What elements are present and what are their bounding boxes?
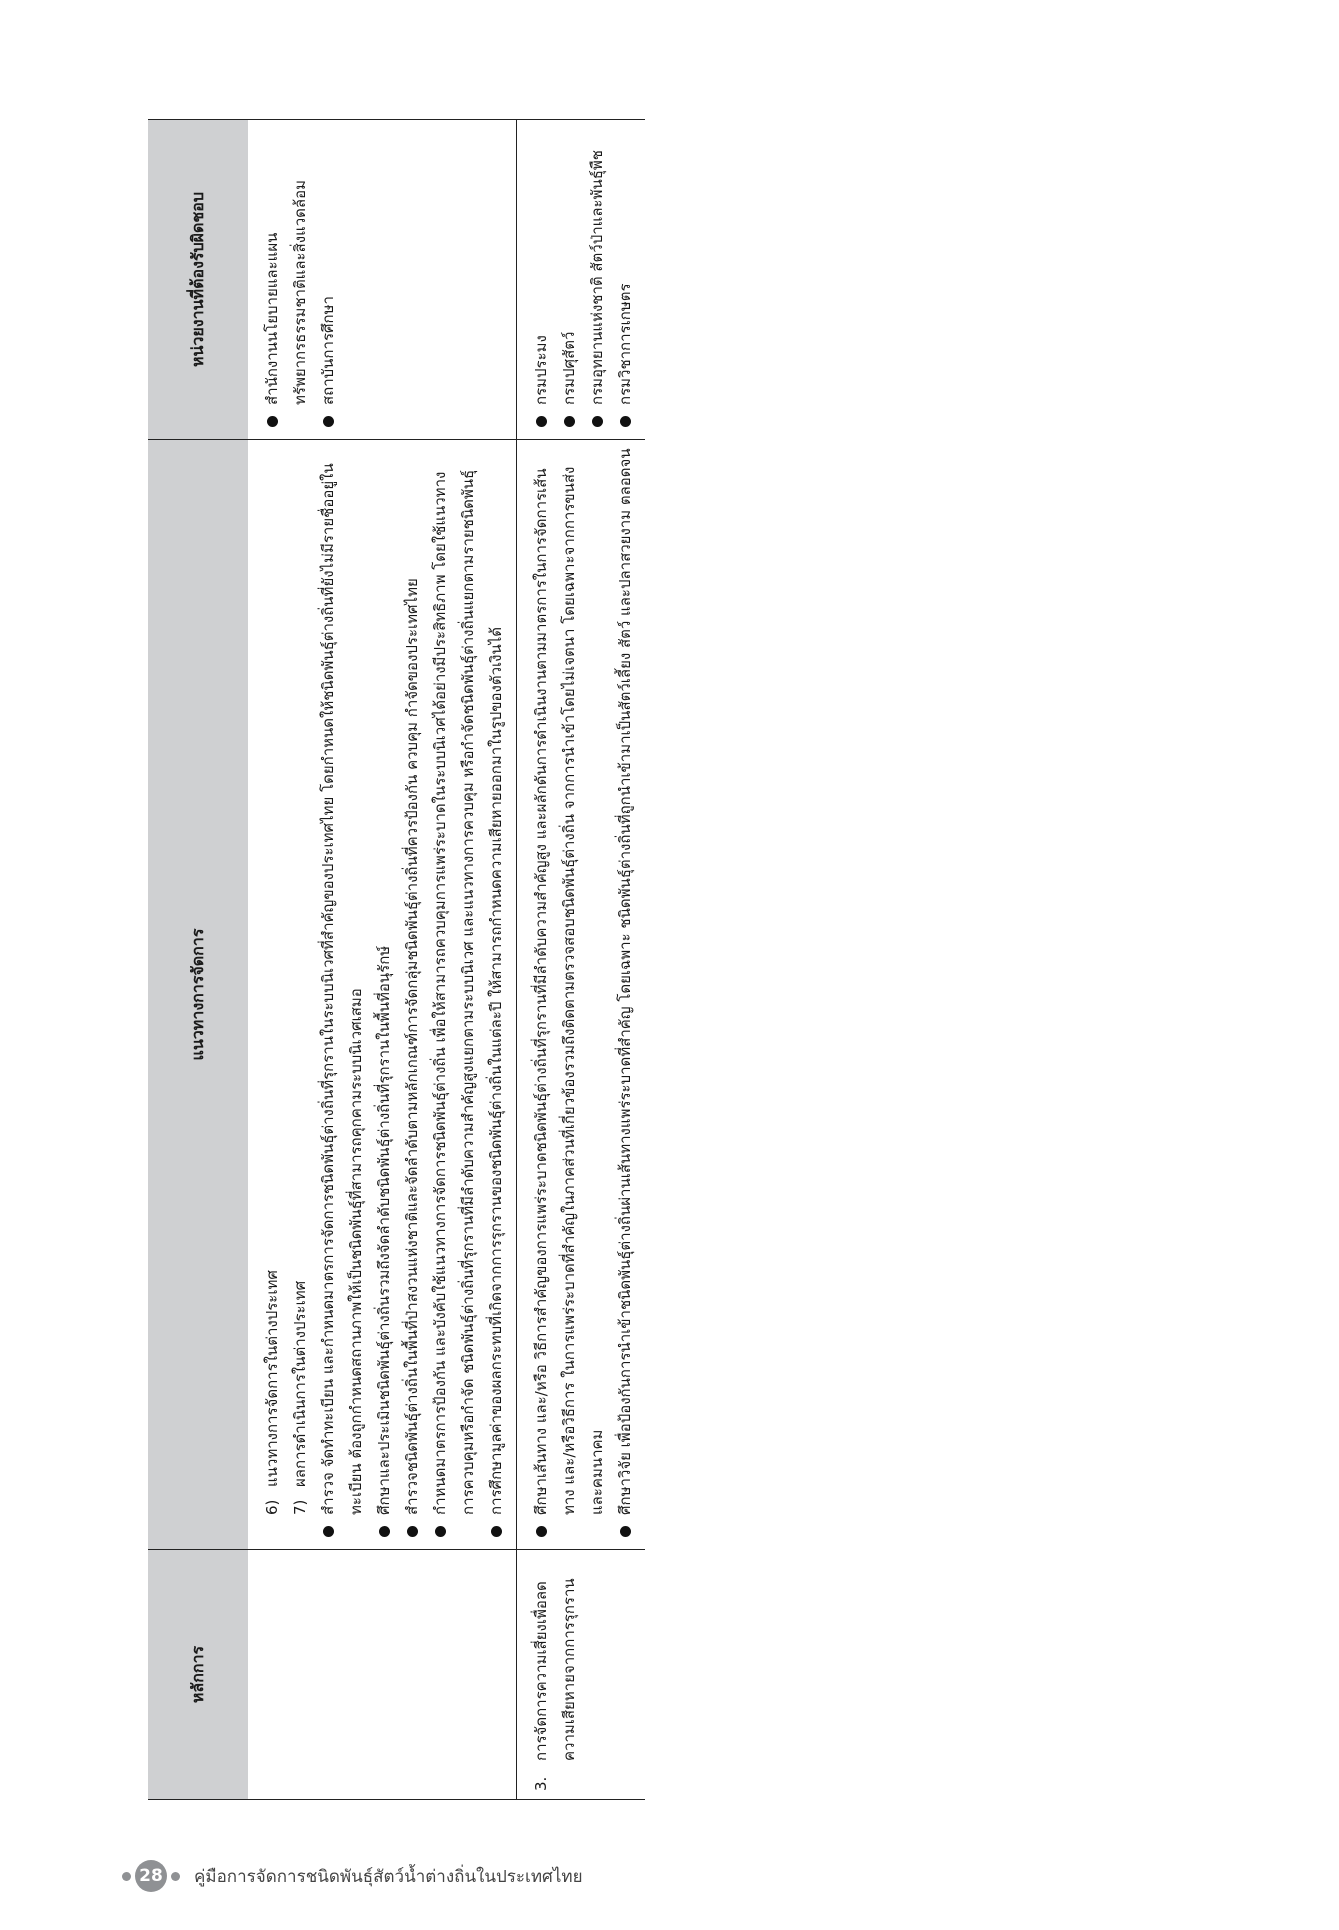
header-principle: หลักการ [148, 1550, 248, 1800]
dot-icon [171, 1872, 180, 1881]
responsible-cell [248, 120, 517, 440]
bullet-icon [620, 416, 631, 427]
list-item: ศึกษาเส้นทาง และ/หรือ วิธีการสำคัญของการแพร่ระบาดชนิดพันธุ์ต่างถิ่นที่รุกรานที่มีลำดับความสำคัญสูง และผลักดันการดำเนินงานตามมาตรการในการจัดการเส้นทาง และ/หรือวิธีการ ในการแพร่ระบาดที่สำคัญในภาคส่วนที่เกี่ยวข้องรวมถึงติดตามตรวจสอบชนิดพันธุ์ต่างถิ่น จากการนำเข้าโดยไม่เจตนา โดยเฉพาะจากการขนส่ง และคมนาคม [527, 448, 611, 1541]
bullet-icon [435, 1526, 446, 1537]
page-number: 28 [135, 1860, 167, 1892]
bullet-icon [536, 1526, 547, 1537]
bullet-icon [267, 416, 278, 427]
responsible-cell [517, 120, 646, 440]
bullet-icon [323, 416, 334, 427]
list-item: กรมวิชาการเกษตร [611, 128, 639, 431]
principle-cell [517, 1550, 646, 1800]
table-row [517, 120, 646, 1800]
list-item: สำรวจชนิดพันธุ์ต่างถิ่นในพื้นที่ป่าสงวนแห่งชาติและจัดลำดับตามหลักเกณฑ์การจัดกลุ่มชนิดพันธุ์ต่างถิ่นที่ควรป้องกัน ควบคุม กำจัดของประเทศไทย [398, 448, 426, 1541]
list-item: กำหนดมาตรการป้องกัน และบังคับใช้แนวทางการจัดการชนิดพันธุ์ต่างถิ่น เพื่อให้สามารถควบคุมการแพร่ระบาดในระบบนิเวศได้อย่างมีประสิทธิภาพ โดยใช้แนวทางการควบคุมหรือกำจัด ชนิดพันธุ์ต่างถิ่นที่รุกรานที่มีลำดับความสำคัญสูงแยกตามระบบนิเวศ และแนวทางการควบคุม หรือกำจัดชนิดพันธุ์ต่างถิ่นแยกตามรายชนิดพันธุ์ [426, 448, 482, 1541]
principle-item: 3. การจัดการความเสี่ยงเพื่อลดความเสียหายจากการรุกราน [532, 1578, 578, 1791]
list-item: กรมประมง [527, 128, 555, 431]
approach-list [527, 448, 639, 1541]
bullet-icon [592, 416, 603, 427]
bullet-icon [536, 416, 547, 427]
header-responsible: หน่วยงานที่ต้องรับผิดชอบ [148, 120, 248, 440]
list-item: ศึกษาวิจัย เพื่อป้องกันการนำเข้าชนิดพันธุ์ต่างถิ่นผ่านเส้นทางแพร่ระบาดที่สำคัญ โดยเฉพาะ ชนิดพันธุ์ต่างถิ่นที่ถูกนำเข้ามาเป็นสัตว์เลี้ยง สัตว์ และปลาสวยงาม ตลอดจน [611, 448, 639, 1541]
table-row [248, 120, 517, 1800]
list-item: กรมปศุสัตว์ [555, 128, 583, 431]
list-item: สำนักงานนโยบายและแผนทรัพยากรธรรมชาติและสิ่งแวดล้อม [258, 128, 314, 431]
bullet-icon [620, 1526, 631, 1537]
page-footer [122, 1860, 583, 1892]
list-item: ศึกษาและประเมินชนิดพันธุ์ต่างถิ่นรวมถึงจัดลำดับชนิดพันธุ์ต่างถิ่นที่รุกรานในพื้นที่อนุรักษ์ [370, 448, 398, 1541]
principle-cell [248, 1550, 517, 1800]
numbered-item: 7)ผลการดำเนินการในต่างประเทศ [291, 1280, 309, 1515]
bullet-icon [564, 416, 575, 427]
list-item: สถาบันการศึกษา [314, 128, 342, 431]
responsible-list [258, 128, 342, 431]
dot-icon [122, 1872, 131, 1881]
approach-list [314, 448, 510, 1541]
approach-cell [517, 440, 646, 1550]
bullet-icon [407, 1526, 418, 1537]
responsible-list [527, 128, 639, 431]
list-item: สำรวจ จัดทำทะเบียน และกำหนดมาตรการจัดการชนิดพันธุ์ต่างถิ่นที่รุกรานในระบบนิเวศที่สำคัญของประเทศไทย โดยกำหนดให้ชนิดพันธุ์ต่างถิ่นที่ยังไม่มีรายชื่ออยู่ในทะเบียน ต้องถูกกำหนดสถานภาพให้เป็นชนิดพันธุ์ที่สามารถคุกคามระบบนิเวศเสมอ [314, 448, 370, 1541]
book-title: คู่มือการจัดการชนิดพันธุ์สัตว์น้ำต่างถิ่นในประเทศไทย [194, 1866, 583, 1887]
list-item: กรมอุทยานแห่งชาติ สัตว์ป่าและพันธุ์พืช [583, 128, 611, 431]
management-table [148, 119, 645, 1800]
approach-cell [248, 440, 517, 1550]
bullet-icon [491, 1526, 502, 1537]
rotated-page [148, 120, 1058, 1800]
header-approach: แนวทางการจัดการ [148, 440, 248, 1550]
list-item: การศึกษามูลค่าของผลกระทบที่เกิดจากการรุกรานของชนิดพันธุ์ต่างถิ่นในแต่ละปี ให้สามารถกำหนดความเสียหายออกมาในรูปของตัวเงินได้ [482, 448, 510, 1541]
bullet-icon [323, 1526, 334, 1537]
table-header-row [148, 120, 248, 1800]
numbered-item: 6)แนวทางการจัดการในต่างประเทศ [263, 1270, 281, 1515]
bullet-icon [379, 1526, 390, 1537]
